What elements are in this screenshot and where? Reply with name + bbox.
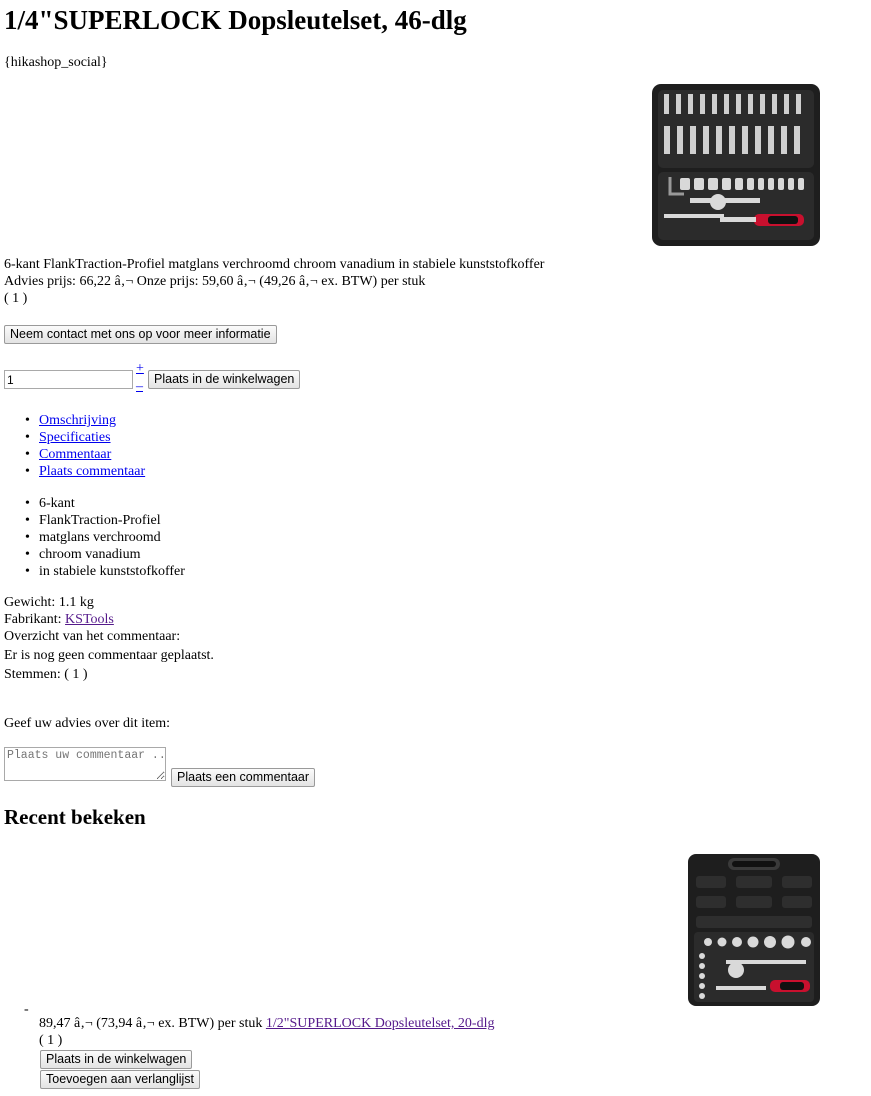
socket-set-20-image [686, 852, 822, 1008]
quantity-input[interactable] [4, 370, 133, 389]
quantity-minus-link[interactable]: – [136, 379, 143, 394]
add-to-wishlist-button[interactable]: Toevoegen aan verlanglijst [40, 1070, 200, 1089]
tab-item [3, 446, 145, 463]
comment-textarea[interactable] [4, 747, 166, 781]
comments-empty-text: Er is nog geen commentaar geplaatst. [4, 648, 214, 663]
product-image[interactable] [650, 82, 822, 248]
vote-count: ( 1 ) [4, 291, 28, 306]
recent-bullet: - [24, 1002, 29, 1017]
product-tabs [3, 412, 145, 480]
feature-item: • chroom vanadium [3, 546, 185, 563]
comments-overview-title: Overzicht van het commentaar: [4, 629, 181, 644]
price-line: Advies prijs: 66,22 â‚¬ Onze prijs: 59,60 â‚¬ (49,26 â‚¬ ex. BTW) per stuk [4, 274, 426, 289]
recent-add-to-cart-button[interactable]: Plaats in de winkelwagen [40, 1050, 192, 1069]
socket-set-46-image [650, 82, 822, 248]
feature-item: • matglans verchroomd [3, 529, 185, 546]
recent-title: Recent bekeken [4, 805, 146, 829]
manufacturer-row [4, 611, 114, 628]
submit-comment-button[interactable]: Plaats een commentaar [171, 768, 315, 787]
feature-item: • in stabiele kunststofkoffer [3, 563, 185, 580]
contact-button[interactable]: Neem contact met ons op voor meer informatie [4, 325, 277, 344]
short-description: 6-kant FlankTraction-Profiel matglans verchroomd chroom vanadium in stabiele kunststofkoffer [4, 257, 545, 272]
tab-item [3, 412, 145, 429]
recent-product-link[interactable]: 1/2"SUPERLOCK Dopsleutelset, 20-dlg [265, 1016, 495, 1031]
recent-vote-count: ( 1 ) [39, 1033, 63, 1048]
product-title: 1/4"SUPERLOCK Dopsleutelset, 46-dlg [4, 5, 467, 35]
tab-omschrijving[interactable]: Omschrijving [39, 413, 116, 428]
votes-text: Stemmen: ( 1 ) [4, 667, 88, 682]
social-placeholder: {hikashop_social} [4, 55, 108, 70]
weight-text: Gewicht: 1.1 kg [4, 595, 94, 610]
tab-item [3, 463, 145, 480]
tab-commentaar[interactable]: Commentaar [39, 447, 112, 462]
quantity-plus-link[interactable]: + [136, 361, 144, 376]
feature-item: • FlankTraction-Profiel [3, 512, 185, 529]
recent-product-image[interactable] [686, 852, 822, 1008]
tab-specificaties[interactable]: Specificaties [39, 430, 111, 445]
tab-plaats-commentaar[interactable]: Plaats commentaar [39, 464, 146, 479]
recent-price-row [39, 1015, 494, 1032]
feature-list [3, 495, 185, 580]
advice-prompt: Geef uw advies over dit item: [4, 716, 171, 731]
recent-price-line: 89,47 â‚¬ (73,94 â‚¬ ex. BTW) per stuk [39, 1016, 263, 1031]
feature-item: • 6-kant [3, 495, 185, 512]
tab-item [3, 429, 145, 446]
manufacturer-label: Fabrikant: [4, 612, 62, 627]
manufacturer-link[interactable]: KSTools [65, 612, 114, 627]
add-to-cart-button[interactable]: Plaats in de winkelwagen [148, 370, 300, 389]
